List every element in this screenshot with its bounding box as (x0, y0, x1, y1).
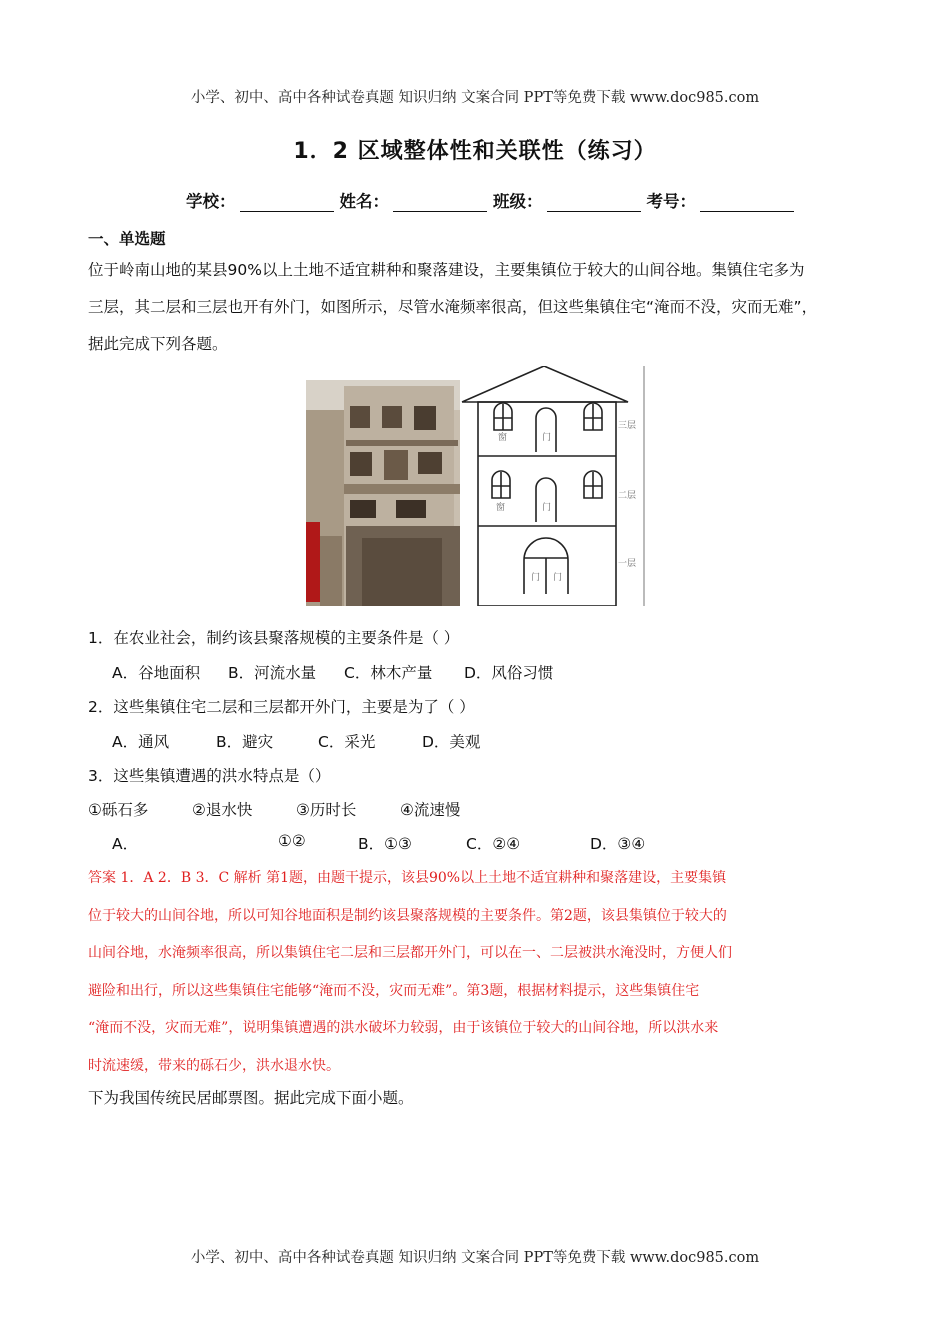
number-label: 考号： (646, 192, 696, 211)
q2-option-b: B．避灾 (216, 733, 274, 751)
q3-option-d: D．③④ (590, 835, 646, 853)
intro-line-2: 三层，其二层和三层也开有外门，如图所示，尽管水淹频率很高，但这些集镇住宅“淹而不没，灾而无难”， (88, 298, 818, 316)
q1-option-a: A．谷地面积 (112, 664, 201, 682)
school-label: 学校： (186, 192, 236, 211)
q3-statement-2: ②退水快 (192, 801, 253, 819)
door-label-2f: 门 (542, 503, 552, 513)
page-title: 1．2 区域整体性和关联性（练习） (293, 139, 657, 164)
class-blank (547, 193, 641, 212)
door-label-3f: 门 (542, 433, 552, 443)
name-blank (393, 193, 487, 212)
question-2-stem: 2．这些集镇住宅二层和三层都开外门，主要是为了（ ） (88, 698, 475, 716)
floor2-label: 二层 (618, 491, 637, 501)
number-blank (700, 193, 794, 212)
q3-option-c: C．②④ (466, 835, 521, 853)
house-photo (306, 380, 460, 606)
q3-statement-4: ④流速慢 (400, 801, 461, 819)
page-header: 小学、初中、高中各种试卷真题 知识归纳 文案合同 PPT等免费下载 www.doc985.com (190, 90, 760, 106)
door-label-1f-right: 门 (553, 573, 563, 583)
answer-line-3: 山间谷地，水淹频率很高，所以集镇住宅二层和三层都开外门，可以在一、二层被洪水淹没时，方便人们 (88, 945, 732, 961)
answer-line-1: 答案 1．A 2．B 3．C 解析 第1题，由题干提示，该县90%以上土地不适宜耕种和聚落建设，主要集镇 (88, 870, 727, 886)
q1-option-c: C．林木产量 (344, 664, 433, 682)
door-label-1f-left: 门 (531, 573, 541, 583)
house-figure (306, 366, 646, 606)
answer-explanation (88, 860, 864, 1085)
answer-line-6: 时流速缓，带来的砾石少，洪水退水快。 (88, 1057, 340, 1074)
window-label-2f: 窗 (496, 503, 506, 513)
house-diagram (462, 366, 644, 606)
class-label: 班级： (493, 192, 543, 211)
window-label-3f: 窗 (498, 433, 508, 443)
q3-option-a-value: ①② (278, 832, 306, 850)
answer-line-2: 位于较大的山间谷地，所以可知谷地面积是制约该县聚落规模的主要条件。第2题，该县集镇位于较大的 (88, 907, 727, 924)
q3-option-b: B．①③ (358, 835, 412, 853)
answer-line-4: 避险和出行，所以这些集镇住宅能够“淹而不没，灾而无难”。第3题，根据材料提示，这些集镇住宅 (88, 982, 700, 999)
q3-statement-1: ①砾石多 (88, 801, 149, 819)
q1-option-d: D．风俗习惯 (464, 664, 554, 682)
closing-text: 下为我国传统民居邮票图。据此完成下面小题。 (88, 1089, 414, 1107)
section-heading: 一、单选题 (88, 230, 166, 248)
name-label: 姓名： (339, 192, 389, 211)
q3-statement-3: ③历时长 (296, 801, 357, 819)
intro-line-1: 位于岭南山地的某县90%以上土地不适宜耕种和聚落建设，主要集镇位于较大的山间谷地。集镇住宅多为 (88, 261, 805, 279)
question-1-stem: 1．在农业社会，制约该县聚落规模的主要条件是（ ） (88, 629, 460, 647)
question-3-stem: 3．这些集镇遭遇的洪水特点是（） (88, 767, 331, 785)
q1-option-b: B．河流水量 (228, 664, 317, 682)
floor1-label: 一层 (618, 559, 637, 569)
floor3-label: 三层 (618, 421, 637, 431)
school-blank (240, 193, 334, 212)
q2-option-a: A．通风 (112, 733, 170, 751)
q2-option-c: C．采光 (318, 733, 376, 751)
intro-line-3: 据此完成下列各题。 (88, 335, 228, 353)
page-footer: 小学、初中、高中各种试卷真题 知识归纳 文案合同 PPT等免费下载 www.doc985.com (190, 1250, 760, 1266)
student-info-line (186, 188, 800, 212)
q3-option-a: A． (112, 835, 139, 853)
answer-line-5: “淹而不没，灾而无难”，说明集镇遭遇的洪水破坏力较弱，由于该镇位于较大的山间谷地，所以洪水来 (88, 1020, 719, 1036)
house-figure-svg (306, 366, 646, 606)
q2-option-d: D．美观 (422, 733, 481, 751)
